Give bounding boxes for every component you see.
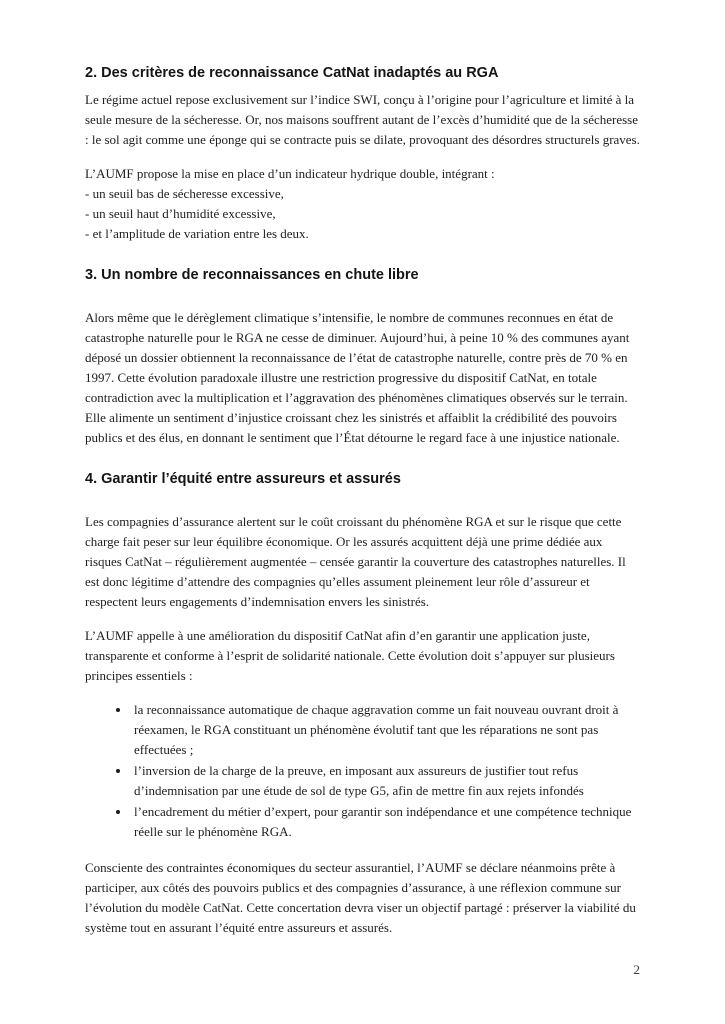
section-2-proposal-block bbox=[85, 164, 640, 244]
proposal-intro: L’AUMF propose la mise en place d’un indicateur hydrique double, intégrant : bbox=[85, 166, 495, 181]
page-number: 2 bbox=[633, 962, 640, 977]
proposal-item: - un seuil haut d’humidité excessive, bbox=[85, 206, 276, 221]
section-4-heading: 4. Garantir l’équité entre assureurs et assurés bbox=[85, 471, 401, 487]
principle-item: • l’encadrement du métier d’expert, pour garantir son indépendance et une compétence technique réelle sur le phénomène RGA. bbox=[131, 802, 640, 842]
proposal-item: - un seuil bas de sécheresse excessive, bbox=[85, 186, 284, 201]
proposal-item: - et l’amplitude de variation entre les deux. bbox=[85, 226, 309, 241]
section-2-paragraph: Le régime actuel repose exclusivement sur l’indice SWI, conçu à l’origine pour l’agriculture et limité à la seule mesure de la sécheresse. Or, nos maisons souffrent autant de l’excès d’humidité que de la sécheresse : le sol agit comme une éponge qui se contracte puis se dilate, provoquant des désordres structurels graves. bbox=[85, 92, 640, 147]
principle-item: • l’inversion de la charge de la preuve, en imposant aux assureurs de justifier tout refus d’indemnisation par une étude de sol de type G5, afin de mettre fin aux rejets infondés bbox=[131, 761, 640, 801]
section-4-paragraph-aumf: L’AUMF appelle à une amélioration du dispositif CatNat afin d’en garantir une application juste, transparente et conforme à l’esprit de solidarité nationale. Cette évolution doit s’appuyer sur plusieurs principes essentiels : bbox=[85, 628, 615, 683]
section-2-heading: 2. Des critères de reconnaissance CatNat inadaptés au RGA bbox=[85, 65, 499, 81]
section-4-paragraph-closing: Consciente des contraintes économiques du secteur assurantiel, l’AUMF se déclare néanmoins prête à participer, aux côtés des pouvoirs publics et des compagnies d’assurance, à une réflexion commune sur l’évolution du modèle CatNat. Cette concertation devra viser un objectif partagé : préserver la viabilité du système tout en assurant l’équité entre assureurs et assurés. bbox=[85, 860, 636, 935]
principle-item: • la reconnaissance automatique de chaque aggravation comme un fait nouveau ouvrant droit à réexamen, le RGA constituant un phénomène évolutif tant que les réparations ne sont pas effectuées ; bbox=[131, 700, 640, 760]
section-4-paragraph-insurers: Les compagnies d’assurance alertent sur le coût croissant du phénomène RGA et sur le risque que cette charge fait peser sur leur équilibre économique. Or les assurés acquittent déjà une prime dédiée aux risques CatNat – régulièrement augmentée – censée garantir la couverture des catastrophes naturelles. Il est donc légitime d’attendre des compagnies qu’elles assument pleinement leur rôle d’assureur et respectent leurs engagements d’indemnisation envers les sinistrés. bbox=[85, 514, 626, 609]
principles-list bbox=[85, 700, 640, 842]
section-3-heading: 3. Un nombre de reconnaissances en chute libre bbox=[85, 267, 419, 283]
section-3-paragraph: Alors même que le dérèglement climatique s’intensifie, le nombre de communes reconnues en état de catastrophe naturelle pour le RGA ne cesse de diminuer. Aujourd’hui, à peine 10 % des communes ayant déposé un dossier obtiennent la reconnaissance de l’état de catastrophe naturelle, contre près de 70 % en 1997. Cette évolution paradoxale illustre une restriction progressive du dispositif CatNat, en totale contradiction avec la multiplication et l’aggravation des phénomènes climatiques observés sur le terrain. Elle alimente un sentiment d’injustice croissant chez les sinistrés et affaiblit la crédibilité des pouvoirs publics et des élus, en donnant le sentiment que l’État détourne le regard face à une injustice nationale. bbox=[85, 310, 630, 445]
